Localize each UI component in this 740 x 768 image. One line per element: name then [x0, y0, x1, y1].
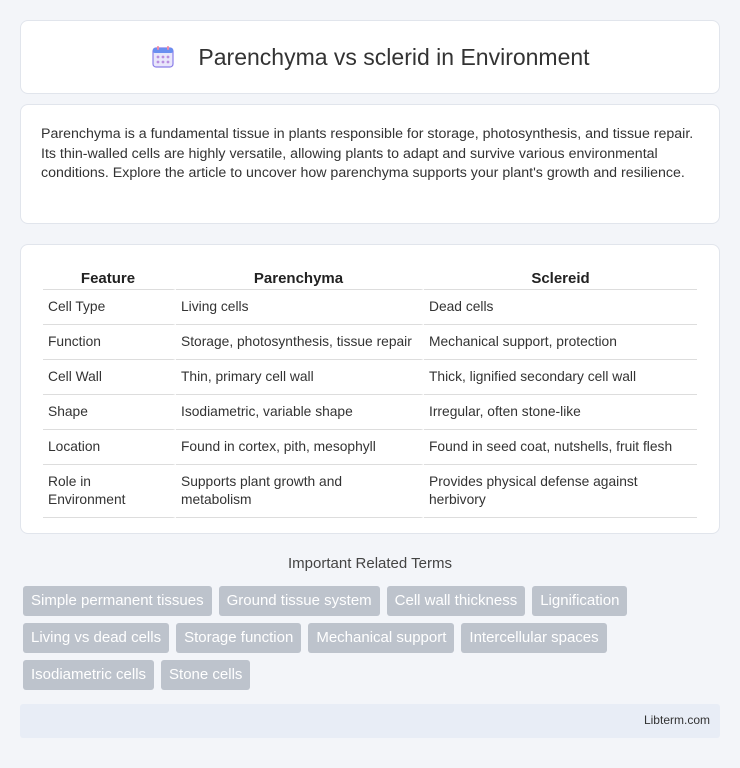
table-cell: Location	[43, 430, 176, 465]
header-card	[20, 20, 720, 94]
related-term-tag[interactable]: Intercellular spaces	[461, 623, 606, 653]
related-term-tag[interactable]: Storage function	[176, 623, 301, 653]
related-terms-list	[23, 586, 723, 690]
column-header: Parenchyma	[176, 263, 424, 290]
table-cell: Found in seed coat, nutshells, fruit flesh	[424, 430, 697, 465]
related-term-tag[interactable]: Stone cells	[161, 660, 250, 690]
column-header: Feature	[43, 263, 176, 290]
table-cell: Cell Wall	[43, 360, 176, 395]
page-title: Parenchyma vs sclerid in Environment	[198, 43, 590, 70]
table-row	[43, 290, 697, 325]
table-cell: Found in cortex, pith, mesophyll	[176, 430, 424, 465]
intro-text: Parenchyma is a fundamental tissue in plants responsible for storage, photosynthesis, and tissue repair. Its thin-walled cells are highly versatile, allowing plants to adapt and survive various environmental conditions. Explore the article to uncover how parenchyma supports your plant's growth and resilience.	[41, 126, 694, 181]
related-term-tag[interactable]: Lignification	[532, 586, 627, 616]
comparison-card	[20, 244, 720, 534]
table-row	[43, 395, 697, 430]
table-cell: Cell Type	[43, 290, 176, 325]
related-term-tag[interactable]: Isodiametric cells	[23, 660, 154, 690]
table-cell: Mechanical support, protection	[424, 325, 697, 360]
related-terms-title: Important Related Terms	[288, 555, 452, 572]
table-cell: Shape	[43, 395, 176, 430]
table-cell: Role in Environment	[43, 465, 176, 518]
column-header: Sclereid	[424, 263, 697, 290]
table-cell: Thick, lignified secondary cell wall	[424, 360, 697, 395]
table-cell: Thin, primary cell wall	[176, 360, 424, 395]
related-term-tag[interactable]: Living vs dead cells	[23, 623, 169, 653]
related-term-tag[interactable]: Mechanical support	[308, 623, 454, 653]
table-row	[43, 465, 697, 518]
table-row	[43, 325, 697, 360]
table-cell: Irregular, often stone-like	[424, 395, 697, 430]
comparison-table	[43, 263, 697, 518]
table-cell: Isodiametric, variable shape	[176, 395, 424, 430]
table-header-row	[43, 263, 697, 290]
table-cell: Function	[43, 325, 176, 360]
calendar-icon	[150, 44, 176, 70]
related-term-tag[interactable]: Ground tissue system	[219, 586, 380, 616]
related-term-tag[interactable]: Simple permanent tissues	[23, 586, 212, 616]
table-cell: Living cells	[176, 290, 424, 325]
table-cell: Provides physical defense against herbivory	[424, 465, 697, 518]
table-cell: Dead cells	[424, 290, 697, 325]
related-term-tag[interactable]: Cell wall thickness	[387, 586, 526, 616]
footer	[20, 704, 720, 738]
intro-card	[20, 104, 720, 224]
table-cell: Storage, photosynthesis, tissue repair	[176, 325, 424, 360]
footer-brand-link[interactable]: Libterm.com	[643, 713, 710, 727]
table-row	[43, 430, 697, 465]
table-row	[43, 360, 697, 395]
table-cell: Supports plant growth and metabolism	[176, 465, 424, 518]
